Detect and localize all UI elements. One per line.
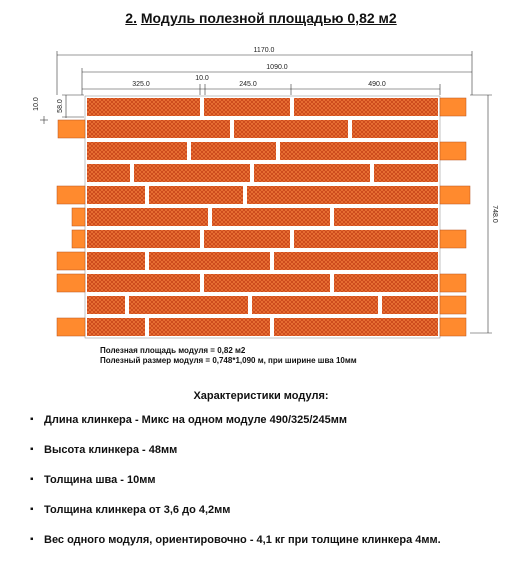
- characteristics-heading: Характеристики модуля:: [193, 390, 329, 402]
- brick: [334, 274, 438, 292]
- edge-brick: [440, 318, 466, 336]
- brick: [149, 318, 270, 336]
- brick: [87, 296, 125, 314]
- brick: [87, 230, 200, 248]
- brick: [294, 230, 438, 248]
- note-useful-size: Полезный размер модуля = 0,748*1,090 м, при ширине шва 10мм: [100, 356, 357, 365]
- brick: [212, 208, 330, 226]
- list-item: [30, 474, 441, 504]
- dim-brick-b: 245.0: [239, 81, 257, 88]
- brick: [274, 252, 438, 270]
- item-text: Вес одного модуля, ориентировочно - 4,1 кг при толщине клинкера 4мм.: [44, 534, 441, 546]
- item-text: Длина клинкера - Микс на одном модуле 490/325/245мм: [44, 414, 348, 426]
- brick: [87, 252, 145, 270]
- bullet-icon: ▪: [30, 444, 34, 455]
- dim-brick-a: 325.0: [132, 81, 150, 88]
- edge-brick: [58, 120, 85, 138]
- edge-brick: [57, 186, 85, 204]
- edge-brick: [440, 142, 466, 160]
- item-text: Толщина клинкера от 3,6 до 4,2мм: [44, 504, 231, 516]
- brick: [149, 186, 243, 204]
- edge-brick: [440, 296, 466, 314]
- bullet-icon: ▪: [30, 534, 34, 545]
- brick: [87, 98, 200, 116]
- brick: [294, 98, 438, 116]
- bullet-icon: ▪: [30, 474, 34, 485]
- module-notes: [100, 346, 357, 366]
- edge-brick: [440, 230, 466, 248]
- brick: [352, 120, 438, 138]
- dim-seam-height: 10.0: [33, 97, 40, 111]
- brick: [247, 186, 438, 204]
- dim-module-width: 1090.0: [266, 64, 288, 71]
- brick: [129, 296, 248, 314]
- brick: [87, 164, 130, 182]
- item-text: Толщина шва - 10мм: [44, 474, 156, 486]
- list-item: [30, 444, 441, 474]
- brick: [374, 164, 438, 182]
- edge-brick: [440, 274, 466, 292]
- edge-brick: [57, 252, 85, 270]
- list-item: [30, 534, 441, 564]
- brick: [382, 296, 438, 314]
- edge-brick: [440, 186, 470, 204]
- edge-brick: [57, 318, 85, 336]
- edge-brick: [57, 274, 85, 292]
- item-text: Высота клинкера - 48мм: [44, 444, 178, 456]
- brick: [87, 274, 200, 292]
- brick: [280, 142, 438, 160]
- brick: [204, 98, 290, 116]
- brick: [274, 318, 438, 336]
- brick: [204, 230, 290, 248]
- brick: [334, 208, 438, 226]
- brick: [204, 274, 330, 292]
- brick: [149, 252, 270, 270]
- edge-brick: [72, 208, 85, 226]
- brick: [87, 186, 145, 204]
- dim-total-width: 1170.0: [253, 47, 275, 54]
- brick: [87, 142, 187, 160]
- brick-wall: [57, 96, 470, 338]
- list-item: [30, 504, 441, 534]
- brick: [254, 164, 370, 182]
- edge-brick: [72, 230, 85, 248]
- title-number: 2.: [125, 10, 137, 26]
- characteristics-list: [30, 414, 441, 564]
- brick: [252, 296, 378, 314]
- brick: [134, 164, 250, 182]
- dim-brick-height: 58.0: [57, 99, 64, 113]
- brick: [87, 120, 230, 138]
- brick: [87, 318, 145, 336]
- dim-seam-width: 10.0: [195, 75, 209, 82]
- brick: [87, 208, 208, 226]
- bullet-icon: ▪: [30, 504, 34, 515]
- brick: [191, 142, 276, 160]
- bullet-icon: ▪: [30, 414, 34, 425]
- list-item: [30, 414, 441, 444]
- brick: [234, 120, 348, 138]
- note-useful-area: Полезная площадь модуля = 0,82 м2: [100, 346, 246, 355]
- title-text: Модуль полезной площадью 0,82 м2: [140, 10, 397, 26]
- dim-module-height: 748.0: [491, 205, 498, 223]
- edge-brick: [440, 98, 466, 116]
- dim-brick-c: 490.0: [368, 81, 386, 88]
